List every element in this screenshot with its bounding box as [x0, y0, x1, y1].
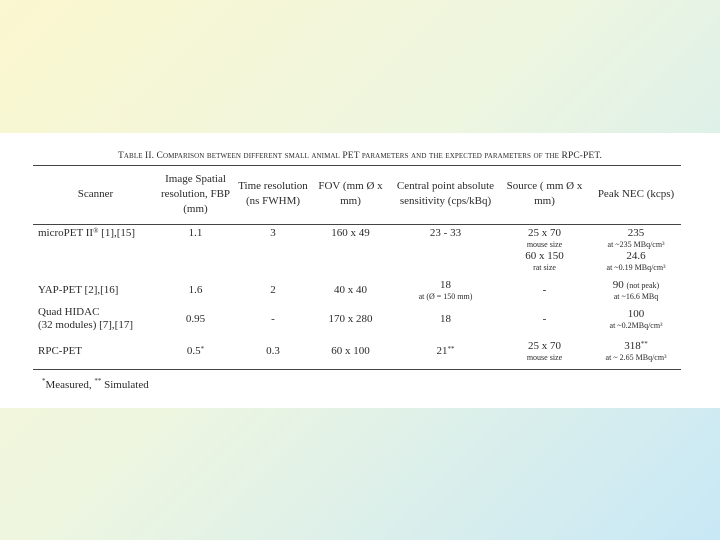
scanner-cell [33, 223, 153, 277]
table-row [33, 277, 681, 303]
nec-value: 235 [627, 227, 645, 239]
nec-note: at ~ 2.65 MBq/cm³ [605, 352, 667, 362]
sensitivity-value: 18 [440, 278, 451, 291]
scanner-refs: [1],[15] [98, 227, 136, 239]
footnote-simulated-mark: ** [94, 377, 102, 385]
nec-note: at ~235 MBq/cm³ [607, 240, 665, 249]
nec-note: at ~0.2MBq/cm³ [609, 320, 663, 330]
source-cell: - [542, 283, 547, 296]
source-cell: - [542, 312, 547, 325]
table-row [33, 303, 681, 335]
header-resolution: Image Spatial resolution, FBP (mm) [160, 172, 231, 215]
nec-cell [591, 223, 681, 277]
scanner-cell: RPC-PET [38, 344, 83, 357]
sensitivity-cell [393, 335, 498, 367]
footnote-measured-mark: * [42, 377, 46, 385]
time-cell: 0.3 [266, 344, 280, 357]
header-sensitivity: Central point absolute sensitivity (cps/kBq) [396, 180, 495, 207]
source-cell [498, 335, 591, 367]
sensitivity-note: at (Ø = 150 mm) [418, 291, 473, 301]
source-value: 25 x 70 [528, 227, 561, 239]
header-scanner: Scanner [77, 187, 114, 200]
sensitivity-cell [393, 277, 498, 303]
time-cell: 2 [270, 283, 276, 296]
header-source: Source ( mm Ø x mm) [506, 180, 583, 207]
table-bottom-rule [33, 369, 681, 370]
resolution-cell: 1.6 [188, 283, 203, 296]
nec-note: at ~0.19 MBq/cm³ [606, 263, 666, 272]
scanner-name: Quad HIDAC [38, 306, 100, 318]
sensitivity-cell: 18 [440, 312, 451, 325]
scanner-cell: YAP-PET [2],[16] [38, 283, 119, 296]
scanner-name: microPET II [38, 227, 94, 239]
nec-inline-note: (not peak) [626, 280, 660, 290]
nec-cell [591, 335, 681, 367]
footnote-simulated: Simulated [101, 379, 149, 391]
source-note: mouse size [526, 352, 563, 362]
footnote-measured: Measured, [45, 379, 95, 391]
table-footnote [42, 379, 149, 391]
comparison-table [33, 165, 681, 367]
time-cell: - [271, 312, 275, 325]
registered-mark: ® [93, 227, 99, 235]
resolution-value: 0.5 [186, 344, 201, 357]
source-value: 25 x 70 [528, 339, 561, 352]
resolution-cell: 1.1 [188, 227, 203, 239]
simulated-mark: ** [447, 344, 455, 353]
source-value: 60 x 150 [525, 250, 564, 262]
resolution-cell [153, 335, 238, 367]
scanner-refs: (32 modules) [7],[17] [38, 319, 134, 331]
table-caption: Table II. Comparison between different small animal PET parameters and the expected parameters of the RPC-PET. [118, 151, 602, 161]
header-fov: FOV (mm Ø x mm) [318, 180, 383, 207]
nec-value: 100 [627, 307, 645, 320]
fov-cell: 40 x 40 [334, 283, 367, 296]
header-time: Time resolution (ns FWHM) [238, 180, 308, 207]
table-panel [0, 133, 720, 408]
header-nec: Peak NEC (kcps) [597, 187, 675, 200]
nec-cell [591, 303, 681, 335]
nec-cell [591, 277, 681, 303]
header-row [33, 165, 681, 223]
fov-cell: 170 x 280 [328, 312, 373, 325]
scanner-cell [33, 303, 153, 335]
fov-cell: 160 x 49 [331, 227, 370, 239]
simulated-mark: ** [640, 339, 648, 348]
fov-cell: 60 x 100 [331, 344, 370, 357]
sensitivity-value: 21 [436, 344, 448, 357]
nec-value: 90 [612, 278, 624, 291]
time-cell: 3 [270, 227, 276, 239]
source-note: rat size [533, 263, 556, 272]
nec-value: 318 [624, 339, 641, 352]
nec-note: at ~16.6 MBq [613, 291, 659, 301]
table-row [33, 223, 681, 277]
sensitivity-cell: 23 - 33 [429, 227, 462, 239]
source-note: mouse size [526, 240, 563, 249]
source-cell [498, 223, 591, 277]
table-row [33, 335, 681, 367]
resolution-cell: 0.95 [185, 312, 206, 325]
nec-value: 24.6 [626, 250, 646, 262]
measured-mark: * [200, 344, 205, 353]
